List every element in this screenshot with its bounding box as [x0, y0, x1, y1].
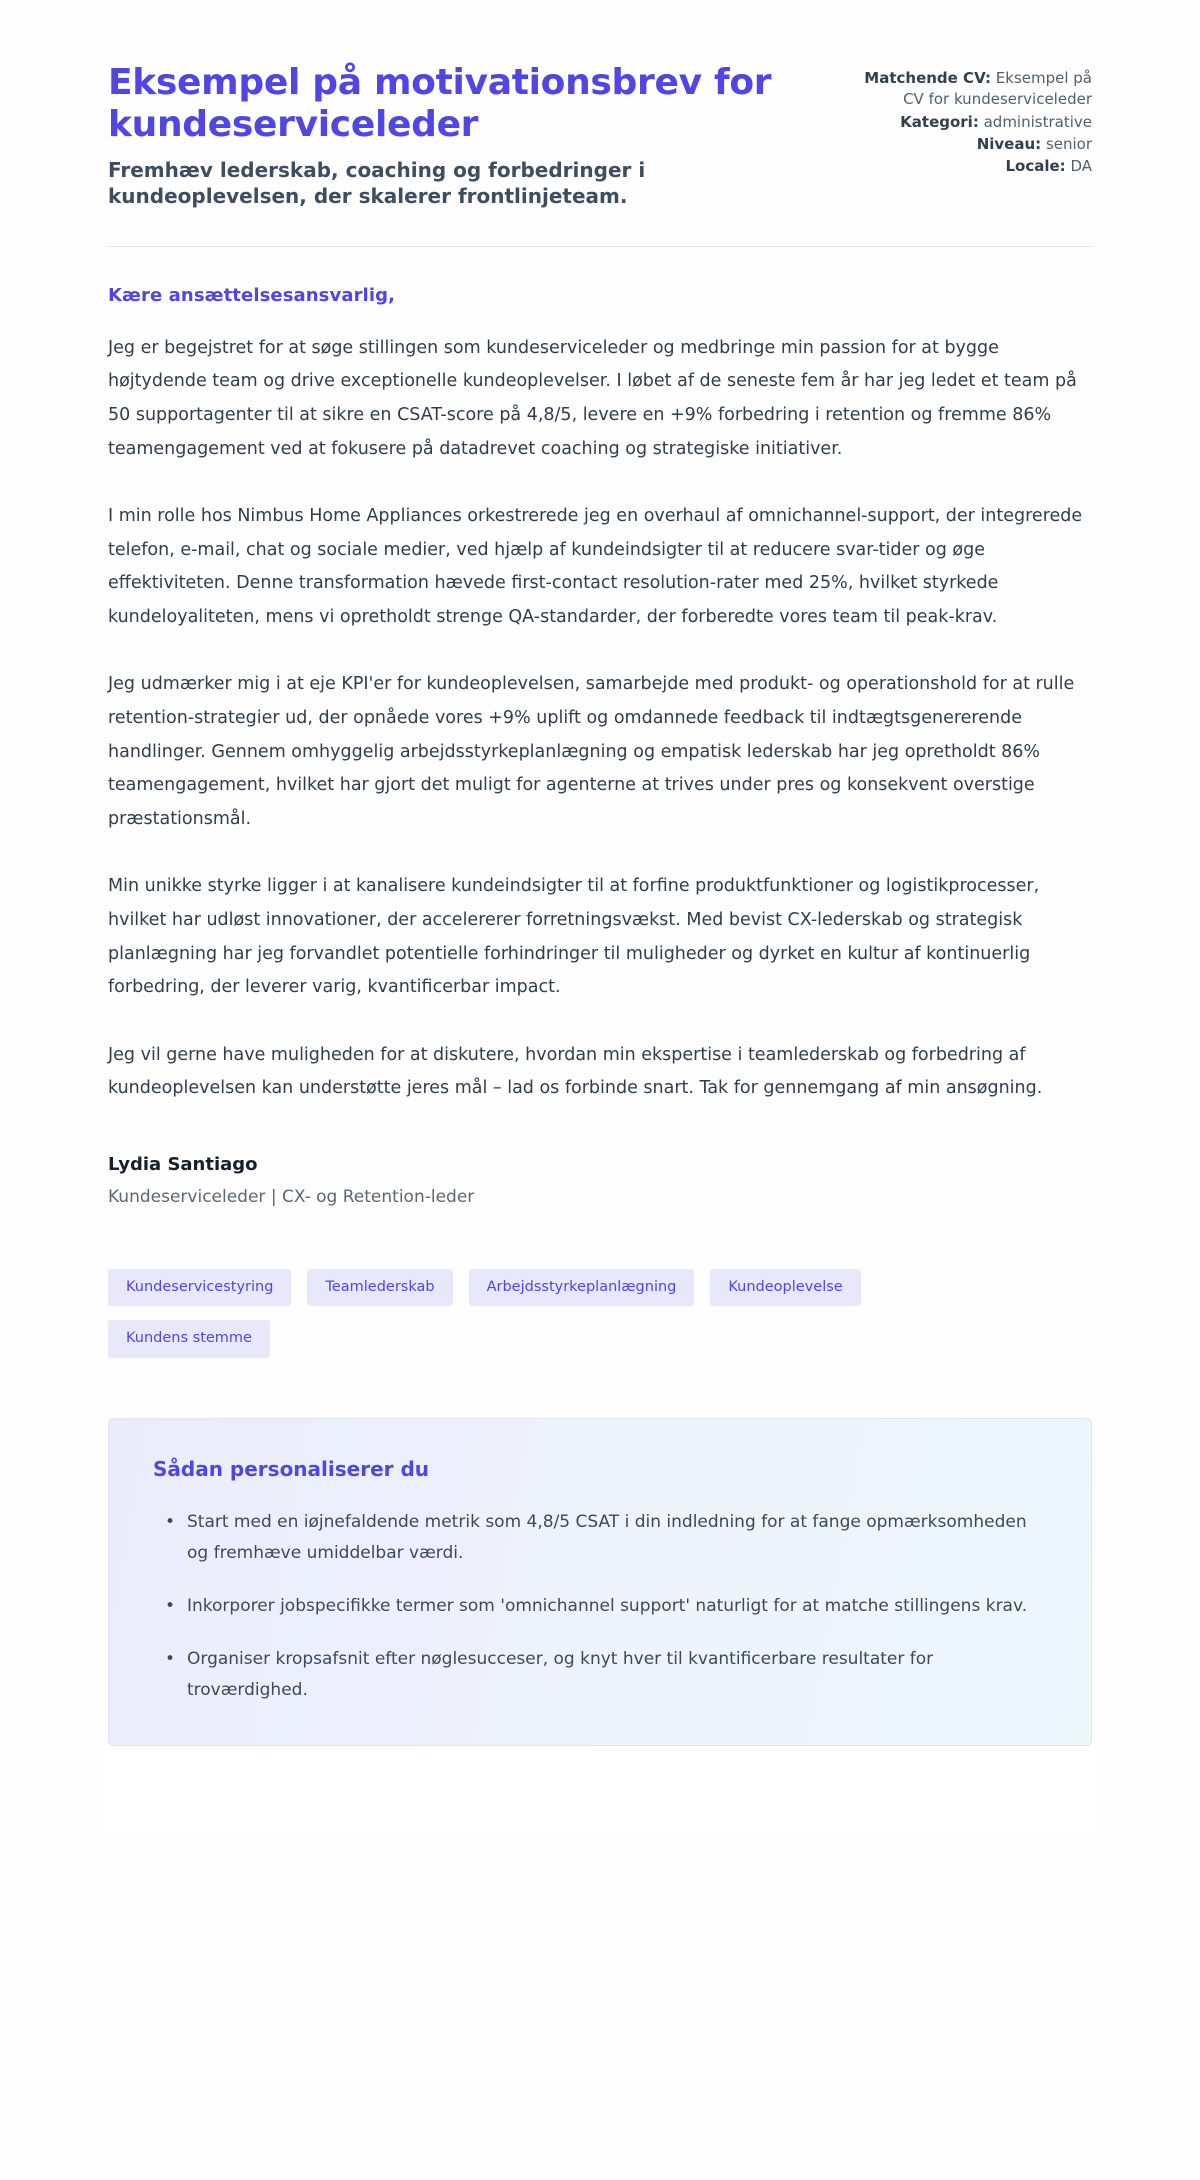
meta-row-level [840, 134, 1092, 155]
meta-value-level: senior [1045, 134, 1092, 153]
letter-paragraph: Jeg vil gerne have muligheden for at diskutere, hvordan min ekspertise i teamlederskab og forbedring af kundeoplevelsen kan understøtte jeres mål – lad os forbinde snart. Tak for gennemgang af min ansøgning. [108, 1044, 1043, 1099]
meta-value-matching-cv: Eksempel på CV for kundeserviceleder [903, 69, 1092, 109]
letter-paragraph: Min unikke styrke ligger i at kanalisere kundeindsigter til at forfine produktfunktioner og logistikprocesser, hvilket har udløst innovationer, der accelererer forretningsvækst. Med bevist CX-lederskab og strategisk planlægning har jeg forvandlet potentielle forhindringer til muligheder og dyrket en kultur af kontinuerlig forbedring, der leverer varig, kvantificerbar impact. [108, 876, 1040, 998]
meta-row-locale [840, 156, 1092, 177]
meta-label-matching-cv: Matchende CV: [864, 69, 991, 87]
tag-chip[interactable]: Arbejdsstyrkeplanlægning [469, 1269, 695, 1306]
page-bottom-spacer [108, 1746, 1092, 1831]
header-text-block [108, 62, 800, 210]
letter-salutation: Kære ansættelsesansvarlig, [108, 284, 396, 306]
document-metadata [840, 62, 1092, 178]
document-header [108, 44, 1092, 210]
meta-row-matching-cv [840, 68, 1092, 111]
meta-label-locale: Locale: [1005, 157, 1066, 176]
personalization-callout [108, 1418, 1092, 1747]
tag-chip[interactable]: Kundeoplevelse [710, 1269, 860, 1306]
tag-chip[interactable]: Kundeservicestyring [108, 1269, 291, 1306]
letter-body [108, 247, 1092, 1106]
meta-row-category [840, 112, 1092, 133]
callout-tip-list [153, 1507, 1047, 1706]
tag-chip[interactable]: Kundens stemme [108, 1320, 270, 1357]
meta-label-category: Kategori: [900, 112, 979, 131]
meta-label-level: Niveau: [976, 134, 1042, 153]
meta-value-locale: DA [1070, 157, 1092, 176]
letter-paragraph: Jeg udmærker mig i at eje KPI'er for kundeoplevelsen, samarbejde med produkt- og operationshold for at rulle retention-strategier ud, der opnåede vores +9% uplift og omdannede feedback til indtægtsgenererende handlinger. Gennem omhyggelig arbejdsstyrkeplanlægning og empatisk lederskab har jeg opretholdt 86% teamengagement, hvilket har gjort det muligt for agenterne at trives under pres og konsekvent overstige præstationsmål. [108, 674, 1075, 829]
page-title: Eksempel på motivationsbrev for kundeserviceleder [108, 62, 772, 146]
meta-value-category: administrative [983, 112, 1092, 131]
signature-block [108, 1154, 1092, 1207]
letter-paragraph: I min rolle hos Nimbus Home Appliances orkestrerede jeg en overhaul af omnichannel-support, der integrerede telefon, e-mail, chat og sociale medier, ved hjælp af kundeindsigter til at reducere svar-tider og øge effektiviteten. Denne transformation hævede first-contact resolution-rater med 25%, hvilket styrkede kundeloyaliteten, mens vi opretholdt strenge QA-standarder, der forberedte vores team til peak-krav. [108, 506, 1083, 627]
tag-chip[interactable]: Teamlederskab [307, 1269, 452, 1306]
callout-tip-item: • Organiser kropsafsnit efter nøglesucceser, og knyt hver til kvantificerbare resultater for troværdighed. [177, 1644, 1047, 1706]
page-subtitle: Fremhæv lederskab, coaching og forbedringer i kundeoplevelsen, der skalerer frontlinjeteam. [108, 157, 646, 209]
callout-tip-item: • Start med en iøjnefaldende metrik som 4,8/5 CSAT i din indledning for at fange opmærksomheden og fremhæve umiddelbar værdi. [177, 1507, 1047, 1569]
letter-paragraph: Jeg er begejstret for at søge stillingen som kundeserviceleder og medbringe min passion for at bygge højtydende team og drive exceptionelle kundeoplevelser. I løbet af de seneste fem år har jeg ledet et team på 50 supportagenter til at sikre en CSAT-score på 4,8/5, levere en +9% forbedring i retention og fremme 86% teamengagement ved at fokusere på datadrevet coaching og strategiske initiativer. [108, 337, 1077, 459]
callout-title: Sådan personaliserer du [153, 1456, 430, 1481]
tag-list [108, 1269, 968, 1358]
signature-role: Kundeserviceleder | CX- og Retention-leder [108, 1187, 475, 1207]
signature-name: Lydia Santiago [108, 1154, 258, 1175]
callout-tip-item: • Inkorporer jobspecifikke termer som 'omnichannel support' naturligt for at matche stillingens krav. [177, 1591, 1047, 1622]
